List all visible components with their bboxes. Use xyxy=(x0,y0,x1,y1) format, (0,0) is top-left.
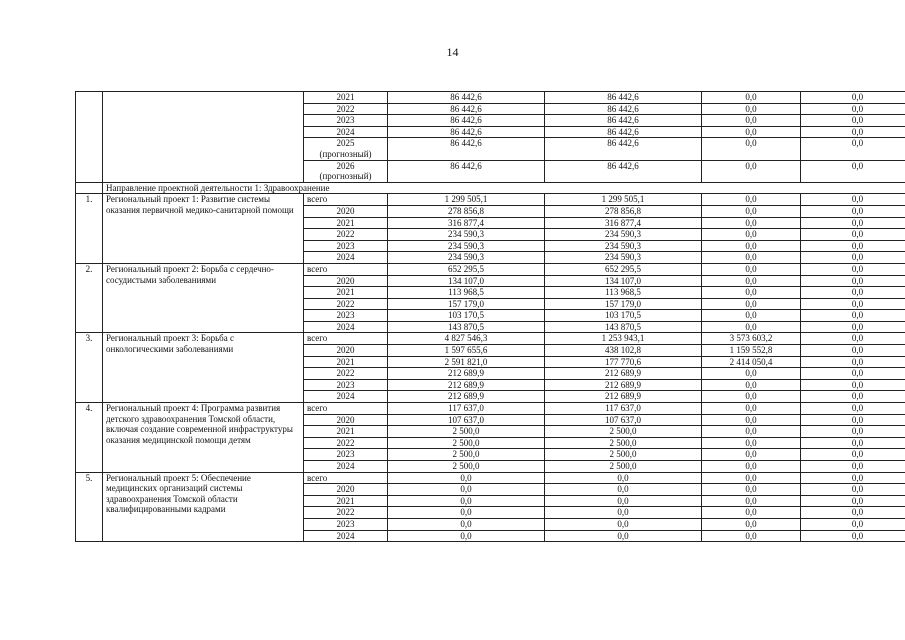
value-cell: 113 968,5 xyxy=(388,287,545,299)
value-cell: 0,0 xyxy=(801,240,905,252)
value-cell: 652 295,5 xyxy=(388,263,545,275)
value-cell: 0,0 xyxy=(801,403,905,415)
value-cell: 86 442,6 xyxy=(545,160,702,182)
value-cell: 0,0 xyxy=(388,484,545,496)
value-cell: 0,0 xyxy=(801,333,905,345)
value-cell: 0,0 xyxy=(702,263,801,275)
value-cell: 0,0 xyxy=(545,518,702,530)
value-cell: 0,0 xyxy=(801,368,905,380)
value-cell: 0,0 xyxy=(801,484,905,496)
value-cell: 0,0 xyxy=(702,414,801,426)
value-cell: 0,0 xyxy=(702,379,801,391)
year-cell: 2021 xyxy=(304,495,388,507)
value-cell: 2 500,0 xyxy=(545,449,702,461)
value-cell: 2 500,0 xyxy=(388,461,545,473)
year-cell: всего xyxy=(304,472,388,484)
year-cell: 2023 xyxy=(304,449,388,461)
value-cell: 4 827 546,3 xyxy=(388,333,545,345)
project-number: 4. xyxy=(76,403,103,473)
year-cell: 2022 xyxy=(304,229,388,241)
value-cell: 0,0 xyxy=(388,472,545,484)
value-cell: 0,0 xyxy=(801,461,905,473)
value-cell: 1 159 552,8 xyxy=(702,345,801,357)
value-cell: 0,0 xyxy=(702,426,801,438)
value-cell: 0,0 xyxy=(702,507,801,519)
value-cell: 0,0 xyxy=(545,530,702,542)
value-cell: 0,0 xyxy=(388,495,545,507)
value-cell: 0,0 xyxy=(702,115,801,127)
value-cell: 0,0 xyxy=(702,138,801,160)
value-cell: 134 107,0 xyxy=(388,275,545,287)
value-cell: 0,0 xyxy=(801,115,905,127)
table-row xyxy=(76,333,905,345)
value-cell: 1 597 655,6 xyxy=(388,345,545,357)
value-cell: 0,0 xyxy=(702,240,801,252)
value-cell: 0,0 xyxy=(801,356,905,368)
value-cell: 212 689,9 xyxy=(545,368,702,380)
value-cell: 0,0 xyxy=(702,449,801,461)
value-cell: 212 689,9 xyxy=(545,379,702,391)
value-cell: 2 500,0 xyxy=(388,437,545,449)
table-row xyxy=(76,263,905,275)
value-cell: 0,0 xyxy=(702,391,801,403)
value-cell: 0,0 xyxy=(702,298,801,310)
value-cell: 0,0 xyxy=(801,414,905,426)
value-cell: 0,0 xyxy=(702,495,801,507)
value-cell: 0,0 xyxy=(702,229,801,241)
value-cell: 86 442,6 xyxy=(388,92,545,104)
value-cell: 0,0 xyxy=(801,160,905,182)
page-number: 14 xyxy=(446,45,459,59)
value-cell: 117 637,0 xyxy=(545,403,702,415)
year-cell: 2026 (прогнозный) xyxy=(304,160,388,182)
value-cell: 86 442,6 xyxy=(545,126,702,138)
value-cell: 107 637,0 xyxy=(388,414,545,426)
year-cell: 2021 xyxy=(304,426,388,438)
value-cell: 0,0 xyxy=(702,530,801,542)
value-cell: 86 442,6 xyxy=(545,138,702,160)
value-cell: 177 770,6 xyxy=(545,356,702,368)
value-cell: 0,0 xyxy=(702,287,801,299)
value-cell: 0,0 xyxy=(801,287,905,299)
year-cell: 2024 xyxy=(304,461,388,473)
year-cell: 2020 xyxy=(304,205,388,217)
value-cell: 0,0 xyxy=(702,461,801,473)
value-cell: 316 877,4 xyxy=(545,217,702,229)
value-cell: 0,0 xyxy=(702,252,801,264)
value-cell: 86 442,6 xyxy=(388,160,545,182)
value-cell: 134 107,0 xyxy=(545,275,702,287)
value-cell: 103 170,5 xyxy=(545,310,702,322)
value-cell: 0,0 xyxy=(801,126,905,138)
year-cell: 2022 xyxy=(304,103,388,115)
year-cell: 2024 xyxy=(304,321,388,333)
project-name: Региональный проект 5: Обеспечение медицинских организаций системы здравоохранения Томской области квалифицированными кадрами xyxy=(103,472,304,542)
year-cell: всего xyxy=(304,333,388,345)
value-cell: 0,0 xyxy=(702,194,801,206)
value-cell: 117 637,0 xyxy=(388,403,545,415)
value-cell: 1 299 505,1 xyxy=(388,194,545,206)
year-cell: всего xyxy=(304,194,388,206)
value-cell: 212 689,9 xyxy=(388,391,545,403)
value-cell: 0,0 xyxy=(388,530,545,542)
value-cell: 0,0 xyxy=(702,484,801,496)
value-cell: 278 856,8 xyxy=(388,205,545,217)
year-cell: 2020 xyxy=(304,414,388,426)
value-cell: 0,0 xyxy=(545,507,702,519)
value-cell: 0,0 xyxy=(801,194,905,206)
year-cell: 2024 xyxy=(304,391,388,403)
table-row xyxy=(76,403,905,415)
value-cell: 0,0 xyxy=(545,484,702,496)
value-cell: 234 590,3 xyxy=(545,252,702,264)
value-cell: 0,0 xyxy=(801,518,905,530)
section-title: Направление проектной деятельности 1: Здравоохранение xyxy=(103,182,905,194)
name-cell xyxy=(103,92,304,183)
value-cell: 0,0 xyxy=(801,507,905,519)
value-cell: 0,0 xyxy=(702,518,801,530)
year-cell: 2021 xyxy=(304,217,388,229)
value-cell: 0,0 xyxy=(545,495,702,507)
value-cell: 652 295,5 xyxy=(545,263,702,275)
value-cell: 0,0 xyxy=(801,103,905,115)
number-cell xyxy=(76,182,103,194)
project-name: Региональный проект 3: Борьба с онкологическими заболеваниями xyxy=(103,333,304,403)
value-cell: 0,0 xyxy=(702,275,801,287)
value-cell: 86 442,6 xyxy=(388,126,545,138)
project-number: 2. xyxy=(76,263,103,333)
value-cell: 0,0 xyxy=(702,310,801,322)
budget-table xyxy=(75,91,905,542)
value-cell: 316 877,4 xyxy=(388,217,545,229)
year-cell: 2023 xyxy=(304,379,388,391)
year-cell: 2022 xyxy=(304,507,388,519)
value-cell: 0,0 xyxy=(801,437,905,449)
year-cell: 2021 xyxy=(304,356,388,368)
year-cell: 2024 xyxy=(304,530,388,542)
value-cell: 2 500,0 xyxy=(388,449,545,461)
value-cell: 86 442,6 xyxy=(545,115,702,127)
value-cell: 438 102,8 xyxy=(545,345,702,357)
table-row xyxy=(76,92,905,104)
value-cell: 234 590,3 xyxy=(545,240,702,252)
project-number: 1. xyxy=(76,194,103,264)
value-cell: 157 179,0 xyxy=(388,298,545,310)
year-cell: 2023 xyxy=(304,518,388,530)
value-cell: 86 442,6 xyxy=(388,138,545,160)
year-cell: 2024 xyxy=(304,252,388,264)
value-cell: 143 870,5 xyxy=(545,321,702,333)
value-cell: 113 968,5 xyxy=(545,287,702,299)
value-cell: 0,0 xyxy=(702,437,801,449)
year-cell: 2023 xyxy=(304,115,388,127)
value-cell: 107 637,0 xyxy=(545,414,702,426)
value-cell: 2 591 821,0 xyxy=(388,356,545,368)
value-cell: 212 689,9 xyxy=(545,391,702,403)
project-name: Региональный проект 4: Программа развития детского здравоохранения Томской области, включая создание современной инфраструктуры оказания медицинской помощи детям xyxy=(103,403,304,473)
year-cell: 2025 (прогнозный) xyxy=(304,138,388,160)
value-cell: 234 590,3 xyxy=(545,229,702,241)
value-cell: 0,0 xyxy=(801,530,905,542)
value-cell: 234 590,3 xyxy=(388,229,545,241)
value-cell: 2 500,0 xyxy=(388,426,545,438)
table-row xyxy=(76,472,905,484)
value-cell: 0,0 xyxy=(801,298,905,310)
table-body xyxy=(76,92,905,542)
value-cell: 0,0 xyxy=(801,310,905,322)
project-name: Региональный проект 1: Развитие системы оказания первичной медико-санитарной помощи xyxy=(103,194,304,264)
value-cell: 0,0 xyxy=(801,449,905,461)
year-cell: 2020 xyxy=(304,345,388,357)
value-cell: 0,0 xyxy=(801,138,905,160)
year-cell: 2023 xyxy=(304,240,388,252)
year-cell: 2022 xyxy=(304,368,388,380)
value-cell: 103 170,5 xyxy=(388,310,545,322)
value-cell: 3 573 603,2 xyxy=(702,333,801,345)
value-cell: 0,0 xyxy=(702,205,801,217)
value-cell: 1 253 943,1 xyxy=(545,333,702,345)
value-cell: 234 590,3 xyxy=(388,252,545,264)
year-cell: 2021 xyxy=(304,92,388,104)
year-cell: 2022 xyxy=(304,437,388,449)
value-cell: 0,0 xyxy=(702,321,801,333)
year-cell: 2020 xyxy=(304,275,388,287)
number-cell xyxy=(76,92,103,183)
value-cell: 0,0 xyxy=(801,472,905,484)
value-cell: 0,0 xyxy=(801,205,905,217)
value-cell: 0,0 xyxy=(702,92,801,104)
value-cell: 2 500,0 xyxy=(545,461,702,473)
value-cell: 234 590,3 xyxy=(388,240,545,252)
year-cell: 2021 xyxy=(304,287,388,299)
value-cell: 0,0 xyxy=(801,495,905,507)
year-cell: всего xyxy=(304,403,388,415)
value-cell: 0,0 xyxy=(801,426,905,438)
value-cell: 0,0 xyxy=(801,379,905,391)
year-cell: 2024 xyxy=(304,126,388,138)
year-cell: 2020 xyxy=(304,484,388,496)
value-cell: 0,0 xyxy=(801,217,905,229)
value-cell: 2 500,0 xyxy=(545,437,702,449)
value-cell: 0,0 xyxy=(702,403,801,415)
value-cell: 0,0 xyxy=(801,321,905,333)
value-cell: 0,0 xyxy=(801,229,905,241)
value-cell: 0,0 xyxy=(388,518,545,530)
value-cell: 0,0 xyxy=(702,103,801,115)
value-cell: 0,0 xyxy=(702,368,801,380)
year-cell: всего xyxy=(304,263,388,275)
value-cell: 212 689,9 xyxy=(388,368,545,380)
value-cell: 143 870,5 xyxy=(388,321,545,333)
value-cell: 0,0 xyxy=(801,252,905,264)
value-cell: 0,0 xyxy=(388,507,545,519)
section-row xyxy=(76,182,905,194)
value-cell: 0,0 xyxy=(801,391,905,403)
value-cell: 0,0 xyxy=(702,160,801,182)
value-cell: 86 442,6 xyxy=(545,103,702,115)
value-cell: 0,0 xyxy=(801,92,905,104)
value-cell: 2 500,0 xyxy=(545,426,702,438)
value-cell: 0,0 xyxy=(545,472,702,484)
value-cell: 0,0 xyxy=(702,217,801,229)
year-cell: 2022 xyxy=(304,298,388,310)
value-cell: 86 442,6 xyxy=(545,92,702,104)
value-cell: 0,0 xyxy=(702,126,801,138)
project-name: Региональный проект 2: Борьба с сердечно-сосудистыми заболеваниями xyxy=(103,263,304,333)
year-cell: 2023 xyxy=(304,310,388,322)
value-cell: 0,0 xyxy=(801,263,905,275)
value-cell: 86 442,6 xyxy=(388,103,545,115)
value-cell: 212 689,9 xyxy=(388,379,545,391)
value-cell: 0,0 xyxy=(702,472,801,484)
value-cell: 86 442,6 xyxy=(388,115,545,127)
value-cell: 2 414 050,4 xyxy=(702,356,801,368)
value-cell: 278 856,8 xyxy=(545,205,702,217)
value-cell: 1 299 505,1 xyxy=(545,194,702,206)
value-cell: 0,0 xyxy=(801,275,905,287)
project-number: 5. xyxy=(76,472,103,542)
value-cell: 157 179,0 xyxy=(545,298,702,310)
table-row xyxy=(76,194,905,206)
project-number: 3. xyxy=(76,333,103,403)
value-cell: 0,0 xyxy=(801,345,905,357)
